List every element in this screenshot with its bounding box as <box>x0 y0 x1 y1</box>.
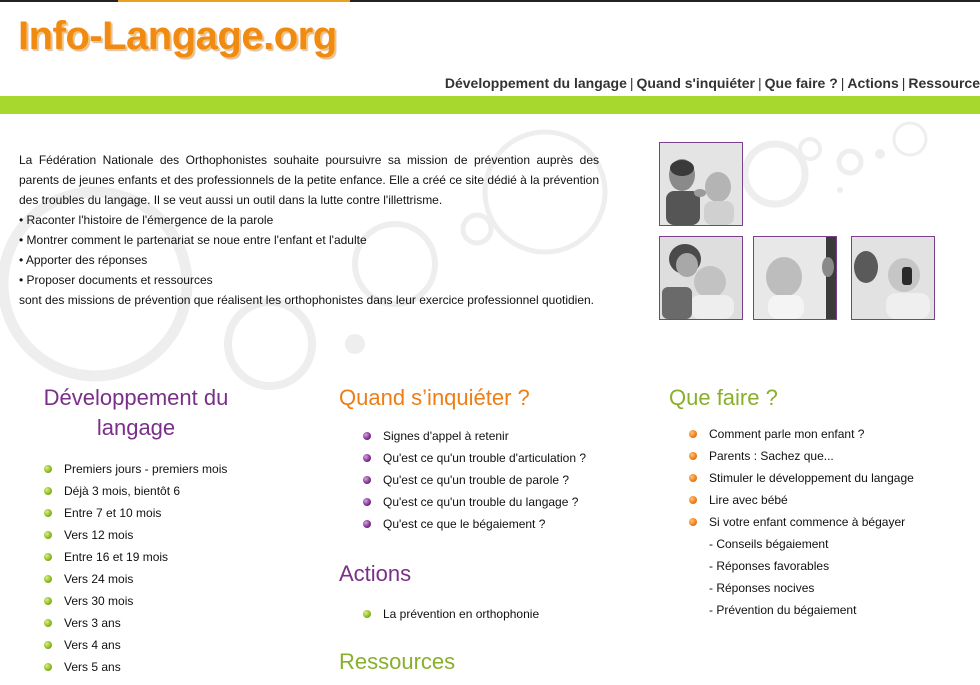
quand-title[interactable]: Quand s’inquiéter ? <box>339 385 530 410</box>
list-item[interactable]: La prévention en orthophonie <box>363 603 639 625</box>
photo-children-playing <box>659 142 743 226</box>
bullet-icon <box>689 452 697 460</box>
intro-text <box>19 150 599 310</box>
site-logo[interactable]: Info-Langage.org <box>18 14 337 58</box>
nav-separator: | <box>901 75 906 91</box>
bullet-icon <box>44 531 52 539</box>
intro-bullet: • Proposer documents et ressources <box>19 273 213 287</box>
actions-list <box>363 603 639 625</box>
list-item[interactable]: Vers 24 mois <box>44 568 252 590</box>
list-item[interactable]: Qu'est ce qu'un trouble du langage ? <box>363 491 639 513</box>
bullet-icon <box>44 619 52 627</box>
bullet-icon <box>363 476 371 484</box>
intro-bullet: • Apporter des réponses <box>19 253 148 267</box>
list-item[interactable]: Qu'est ce qu'un trouble de parole ? <box>363 469 639 491</box>
developpement-list <box>44 458 252 678</box>
bullet-icon <box>689 474 697 482</box>
photo-mother-baby <box>659 236 743 320</box>
developpement-title[interactable]: Développement du langage <box>43 385 229 440</box>
intro-conclusion: sont des missions de prévention que réalisent les orthophonistes dans leur exercice professionnel quotidien. <box>19 293 595 307</box>
list-item[interactable]: Stimuler le développement du langage <box>689 467 969 489</box>
bullet-icon <box>689 496 697 504</box>
list-item[interactable]: Comment parle mon enfant ? <box>689 423 969 445</box>
quand-list <box>363 425 639 535</box>
quand-column <box>339 383 639 677</box>
sub-list-item[interactable]: - Réponses favorables <box>709 559 830 573</box>
bullet-icon <box>689 518 697 526</box>
nav-actions[interactable]: Actions <box>847 75 899 91</box>
list-item[interactable]: Déjà 3 mois, bientôt 6 <box>44 480 252 502</box>
list-item[interactable]: Qu'est ce que le bégaiement ? <box>363 513 639 535</box>
ressources-title[interactable]: Ressources <box>339 649 456 674</box>
bullet-icon <box>44 487 52 495</box>
bullet-icon <box>44 575 52 583</box>
nav-que-faire[interactable]: Que faire ? <box>764 75 838 91</box>
nav-ressources[interactable]: Ressource <box>908 75 980 91</box>
header-green-bar <box>0 96 980 114</box>
list-item[interactable]: Vers 3 ans <box>44 612 252 634</box>
begaiement-sublist <box>709 533 969 621</box>
list-item[interactable]: Signes d'appel à retenir <box>363 425 639 447</box>
bullet-icon <box>44 663 52 671</box>
list-item[interactable]: Vers 5 ans <box>44 656 252 678</box>
bullet-icon <box>44 553 52 561</box>
que-faire-list <box>689 423 969 533</box>
list-item[interactable]: Vers 4 ans <box>44 634 252 656</box>
list-item[interactable]: Si votre enfant commence à bégayer <box>689 511 969 533</box>
intro-paragraph: La Fédération Nationale des Orthophonistes souhaite poursuivre sa mission de prévention auprès des parents de jeunes enfants et des professionnels de la petite enfance. Elle a créé ce site dédié à la prévention des troubles du langage. Il se veut aussi un outil dans la lutte contre l'illettrisme. <box>19 153 599 207</box>
intro-bullet: • Raconter l'histoire de l'émergence de la parole <box>19 213 274 227</box>
bullet-icon <box>363 498 371 506</box>
developpement-column <box>20 383 252 678</box>
nav-separator: | <box>629 75 634 91</box>
bullet-icon <box>363 520 371 528</box>
list-item[interactable]: Entre 16 et 19 mois <box>44 546 252 568</box>
bullet-icon <box>44 465 52 473</box>
list-item[interactable]: Qu'est ce qu'un trouble d'articulation ? <box>363 447 639 469</box>
intro-bullet: • Montrer comment le partenariat se noue entre l'enfant et l'adulte <box>19 233 367 247</box>
photo-baby-profile <box>753 236 837 320</box>
bullet-icon <box>689 430 697 438</box>
sub-list-item[interactable]: - Prévention du bégaiement <box>709 603 857 617</box>
list-item[interactable]: Parents : Sachez que... <box>689 445 969 467</box>
que-faire-column <box>669 383 969 621</box>
actions-title[interactable]: Actions <box>339 561 412 586</box>
list-item[interactable]: Vers 30 mois <box>44 590 252 612</box>
bullet-icon <box>363 610 371 618</box>
list-item[interactable]: Premiers jours - premiers mois <box>44 458 252 480</box>
nav-developpement[interactable]: Développement du langage <box>444 75 627 91</box>
list-item[interactable]: Lire avec bébé <box>689 489 969 511</box>
list-item[interactable]: Entre 7 et 10 mois <box>44 502 252 524</box>
bullet-icon <box>363 432 371 440</box>
que-faire-title[interactable]: Que faire ? <box>669 385 778 410</box>
top-border-accent <box>118 0 350 2</box>
list-item[interactable]: Vers 12 mois <box>44 524 252 546</box>
photo-baby-phone <box>851 236 935 320</box>
bullet-icon <box>44 597 52 605</box>
nav-quand-sinquieter[interactable]: Quand s'inquiéter <box>636 75 755 91</box>
main-nav <box>445 75 980 91</box>
sub-list-item[interactable]: - Réponses nocives <box>709 581 815 595</box>
bullet-icon <box>44 641 52 649</box>
nav-separator: | <box>840 75 845 91</box>
bullet-icon <box>363 454 371 462</box>
bullet-icon <box>44 509 52 517</box>
sub-list-item[interactable]: - Conseils bégaiement <box>709 537 829 551</box>
nav-separator: | <box>758 75 762 91</box>
